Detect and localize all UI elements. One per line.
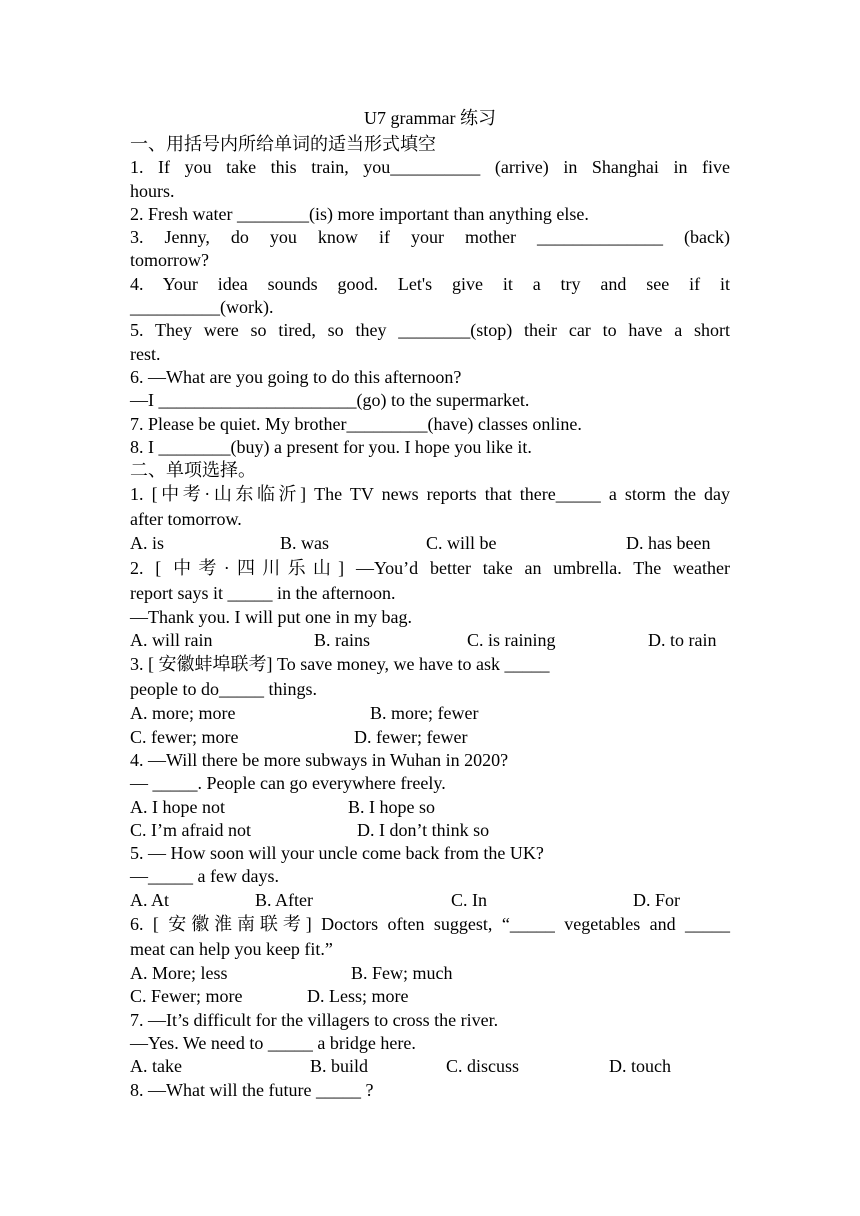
question-3-line1: 3. Jenny, do you know if your mother ______________ (back) — [130, 227, 730, 248]
mc-7-options — [130, 1055, 730, 1078]
question-4-line1: 4. Your idea sounds good. Let's give it a try and see if it — [130, 273, 730, 294]
worksheet-body — [130, 133, 730, 1102]
mc-4-options-row1 — [130, 796, 730, 819]
option-a: A. take — [130, 1056, 182, 1077]
mc-2-line2: report says it _____ in the afternoon. — [130, 582, 396, 603]
mc-7-line2: —Yes. We need to _____ a bridge here. — [130, 1032, 416, 1053]
mc-4-options-row2 — [130, 819, 730, 842]
mc-2-options — [130, 629, 730, 652]
mc-2-line1: 2. [ 中考·四川乐山] —You’d better take an umbrella. The weather — [130, 557, 730, 578]
option-a: A. More; less — [130, 963, 228, 984]
mc-7-line1: 7. —It’s difficult for the villagers to cross the river. — [130, 1009, 499, 1030]
option-b: B. was — [280, 533, 329, 554]
mc-4-line2: — _____. People can go everywhere freely. — [130, 773, 446, 794]
option-a: A. At — [130, 889, 170, 910]
mc-1-line1: 1. [中考·山东临沂] The TV news reports that there_____ a storm the day — [130, 484, 730, 505]
option-b: B. more; fewer — [370, 703, 479, 724]
question-8: 8. I ________(buy) a present for you. I hope you like it. — [130, 436, 532, 457]
question-6-line2: —I ______________________(go) to the supermarket. — [130, 390, 530, 411]
mc-3-options-row2 — [130, 726, 730, 749]
option-d: D. I don’t think so — [357, 819, 490, 840]
mc-3-line1: 3. [ 安徽蚌埠联考] To save money, we have to ask _____ — [130, 654, 550, 675]
mc-6-options-row2 — [130, 985, 730, 1008]
option-c: C. I’m afraid not — [130, 819, 251, 840]
option-c: C. will be — [426, 533, 497, 554]
mc-6-line2: meat can help you keep fit.” — [130, 939, 333, 960]
option-d: D. touch — [609, 1056, 671, 1077]
option-d: D. to rain — [648, 630, 717, 651]
question-3-line2: tomorrow? — [130, 250, 209, 271]
question-7: 7. Please be quiet. My brother_________(have) classes online. — [130, 413, 582, 434]
option-a: A. will rain — [130, 630, 213, 651]
option-b: B. I hope so — [348, 796, 435, 817]
option-d: D. fewer; fewer — [354, 726, 468, 747]
option-c: C. Fewer; more — [130, 986, 243, 1007]
option-a: A. I hope not — [130, 796, 225, 817]
option-b: B. build — [310, 1056, 369, 1077]
question-1-line1: 1. If you take this train, you__________ (arrive) in Shanghai in five — [130, 157, 730, 178]
option-c: C. discuss — [446, 1056, 520, 1077]
option-b: B. Few; much — [351, 963, 453, 984]
mc-6-line1: 6. [ 安徽淮南联考] Doctors often suggest, “_____ vegetables and _____ — [130, 914, 730, 935]
mc-5-options — [130, 889, 730, 912]
option-c: C. is raining — [467, 630, 556, 651]
option-c: C. fewer; more — [130, 726, 239, 747]
question-2: 2. Fresh water ________(is) more important than anything else. — [130, 203, 589, 224]
mc-3-line2: people to do_____ things. — [130, 679, 317, 700]
page-title: U7 grammar 练习 — [364, 108, 496, 128]
option-b: B. rains — [314, 630, 370, 651]
mc-2-line3: —Thank you. I will put one in my bag. — [130, 606, 412, 627]
option-d: D. For — [633, 889, 681, 910]
question-1-line2: hours. — [130, 180, 175, 201]
section1-heading: 一、用括号内所给单词的适当形式填空 — [130, 134, 436, 154]
option-d: D. has been — [626, 533, 711, 554]
mc-5-line1: 5. — How soon will your uncle come back from the UK? — [130, 843, 544, 864]
option-d: D. Less; more — [307, 986, 409, 1007]
option-a: A. is — [130, 533, 165, 554]
question-6-line1: 6. —What are you going to do this afternoon? — [130, 366, 462, 387]
option-a: A. more; more — [130, 703, 236, 724]
question-4-line2: __________(work). — [130, 297, 274, 318]
option-b: B. After — [255, 889, 313, 910]
mc-1-line2: after tomorrow. — [130, 509, 242, 530]
section2-heading: 二、单项选择。 — [130, 460, 256, 481]
mc-3-options-row1 — [130, 702, 730, 725]
mc-8-line1: 8. —What will the future _____ ? — [130, 1079, 374, 1100]
mc-1-options — [130, 532, 730, 555]
question-5-line2: rest. — [130, 343, 161, 364]
question-5-line1: 5. They were so tired, so they ________(stop) their car to have a short — [130, 320, 730, 341]
mc-5-line2: —_____ a few days. — [130, 866, 279, 887]
mc-6-options-row1 — [130, 962, 730, 985]
option-c: C. In — [451, 889, 487, 910]
mc-4-line1: 4. —Will there be more subways in Wuhan in 2020? — [130, 749, 509, 770]
